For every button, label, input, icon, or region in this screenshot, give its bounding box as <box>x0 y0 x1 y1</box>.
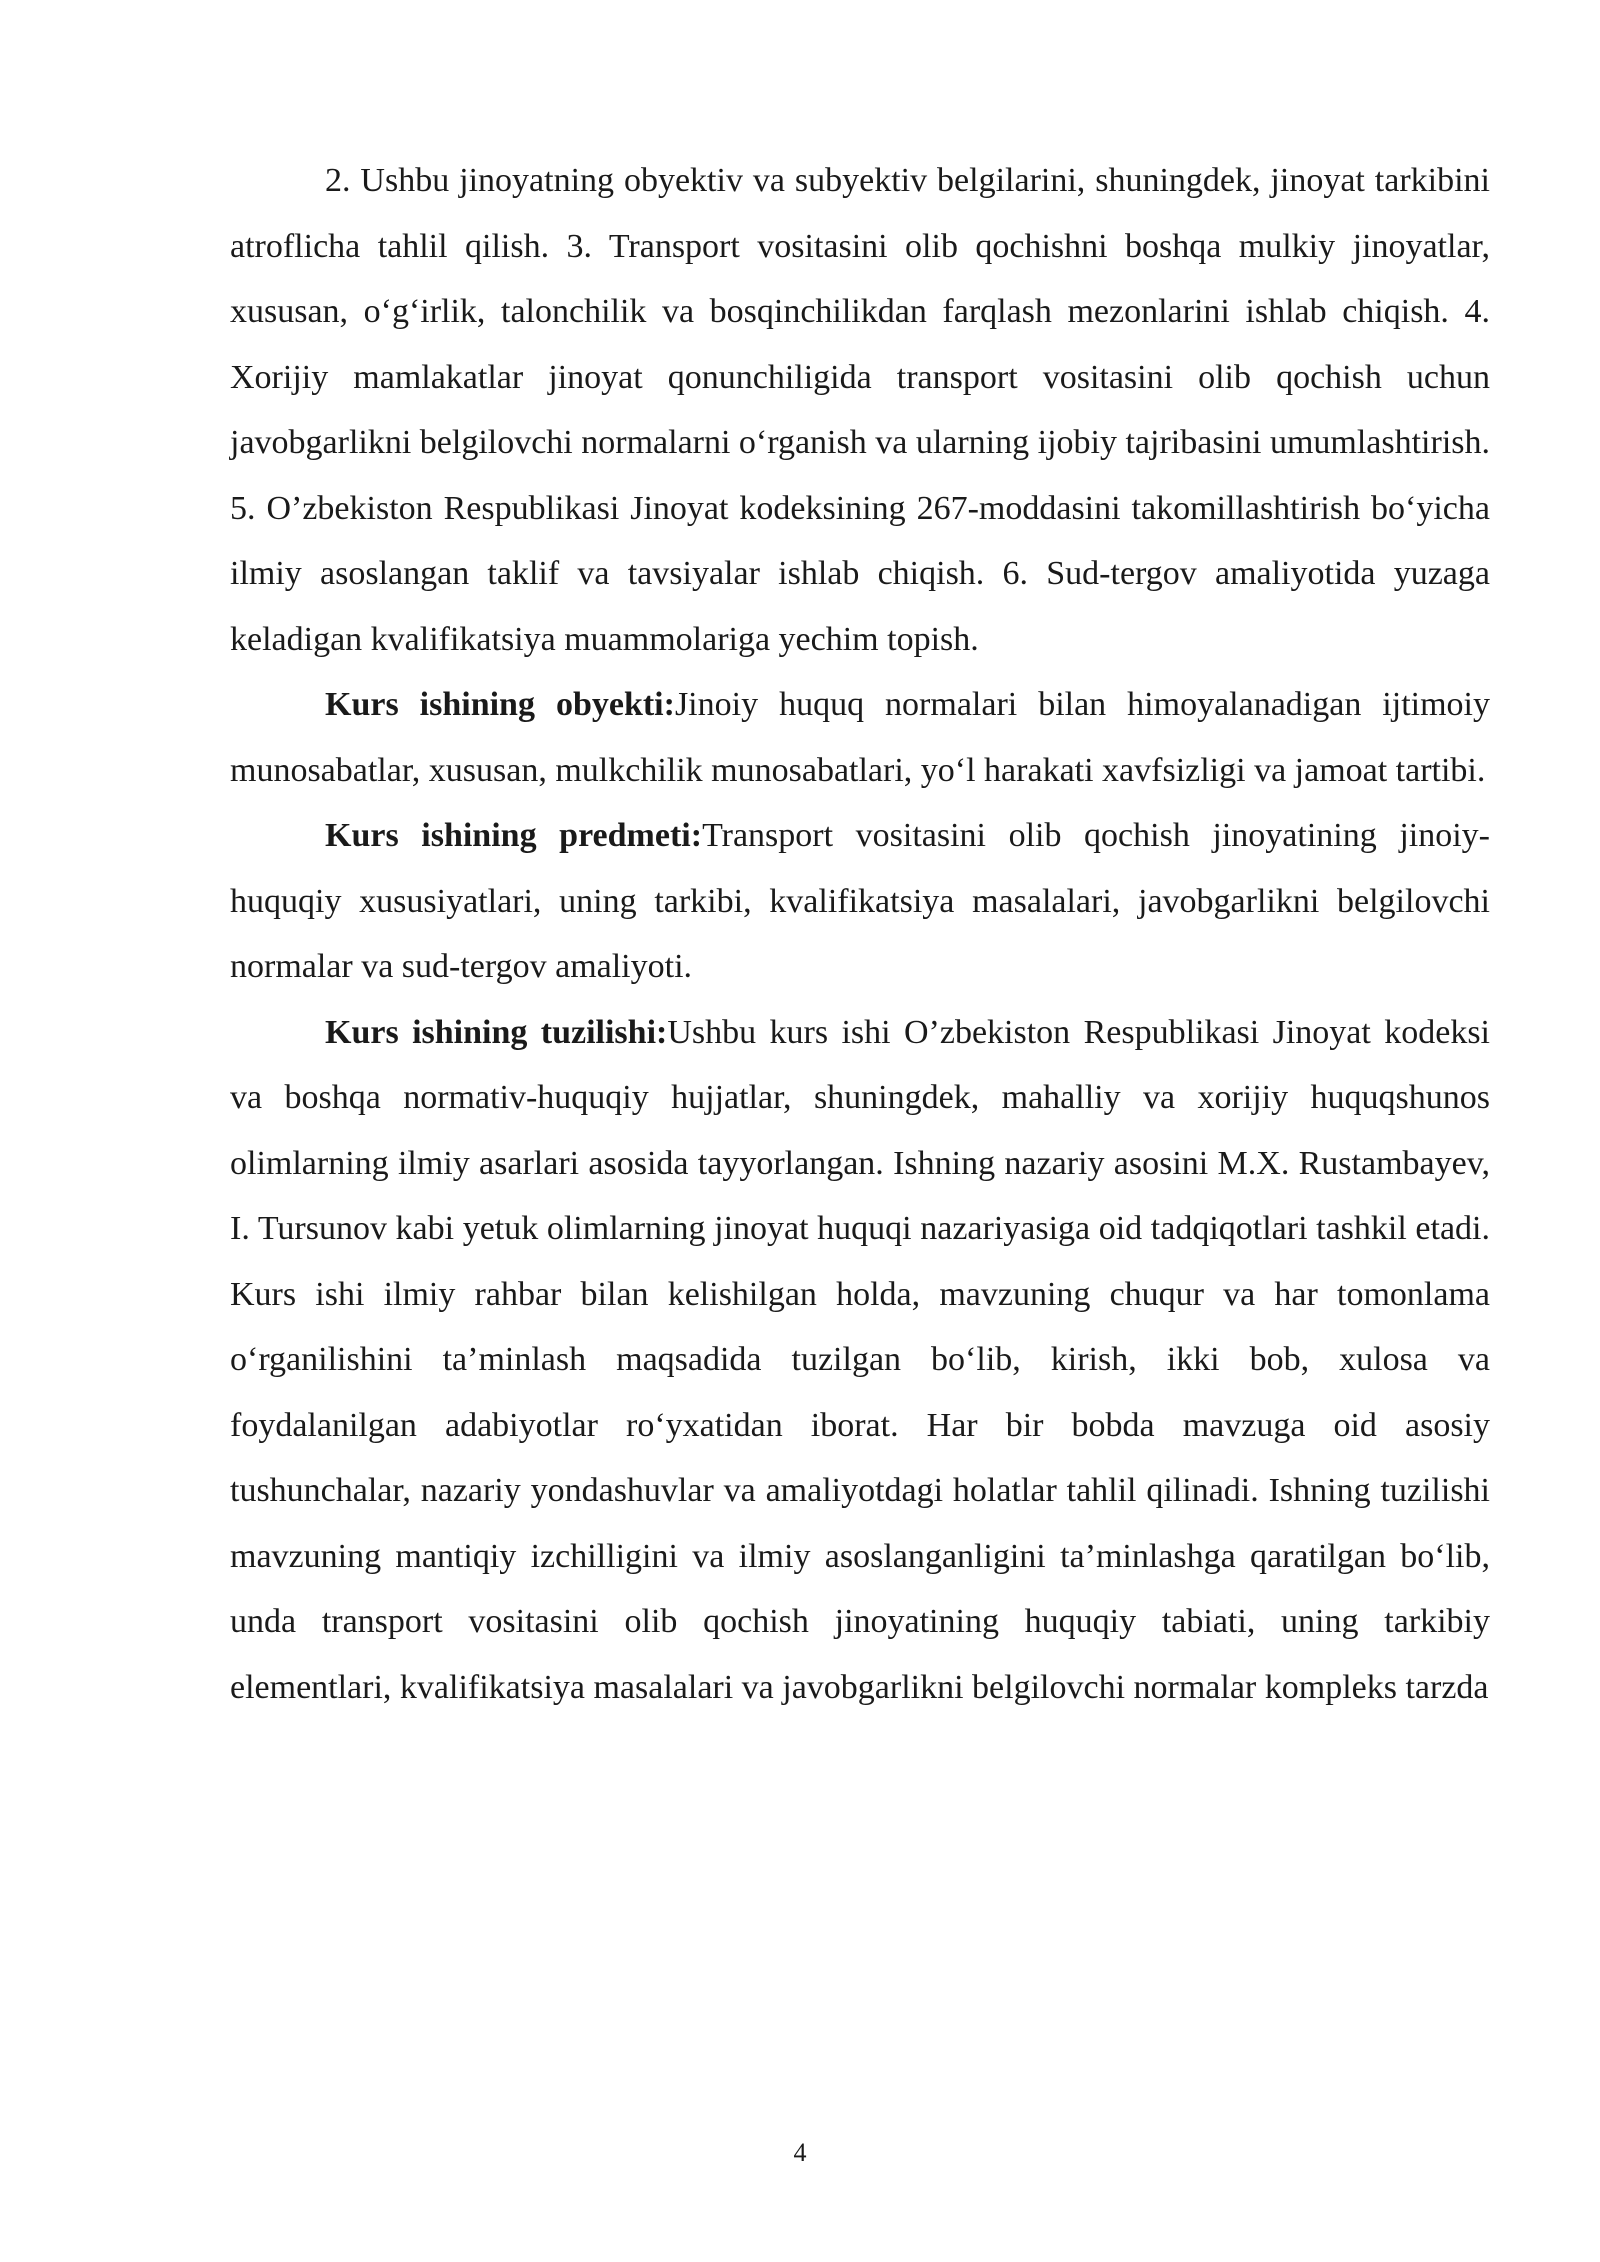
paragraph-subject-text: Transport vositasini olib qochish jinoyatining jinoiy-huquqiy xususiyatlari, uning tarkibi, kvalifikatsiya masalalari, javobgarlikni belgilovchi normalar va sud-tergov amaliyoti. <box>230 817 1490 985</box>
paragraph-object-heading: Kurs ishining obyekti: <box>325 686 675 723</box>
paragraph-object <box>230 672 1490 803</box>
paragraph-structure-heading: Kurs ishining tuzilishi: <box>325 1013 668 1051</box>
page-number: 4 <box>793 2138 807 2167</box>
paragraph-objectives <box>230 148 1490 672</box>
paragraph-subject <box>230 803 1490 1000</box>
paragraph-structure-text: Ushbu kurs ishi O’zbekiston Respublikasi Jinoyat kodeksi va boshqa normativ-huquqiy hujjatlar, shuningdek, mahalliy va xorijiy huquqshunos olimlarning ilmiy asarlari asosida tayyorlangan. Ishning nazariy asosini M.X. Rustambayev, I. Tursunov kabi yetuk olimlarning jinoyat huquqi nazariyasiga oid tadqiqotlari tashkil etadi. Kurs ishi ilmiy rahbar bilan kelishilgan holda, mavzuning chuqur va har tomonlama o‘rganilishini ta’minlash maqsadida tuzilgan bo‘lib, kirish, ikki bob, xulosa va foydalanilgan adabiyotlar ro‘yxatidan iborat. Har bir bobda mavzuga oid asosiy tushunchalar, nazariy yondashuvlar va amaliyotdagi holatlar tahlil qilinadi. Ishning tuzilishi mavzuning mantiqiy izchilligini va ilmiy asoslanganligini ta’minlashga qaratilgan bo‘lib, unda transport vositasini olib qochish jinoyatining huquqiy tabiati, uning tarkibiy elementlari, kvalifikatsiya masalalari va javobgarlikni belgilovchi normalar kompleks tarzda <box>230 1013 1490 1706</box>
paragraph-subject-heading: Kurs ishining predmeti: <box>325 817 703 854</box>
paragraph-objectives-text: 2. Ushbu jinoyatning obyektiv va subyektiv belgilarini, shuningdek, jinoyat tarkibini atroflicha tahlil qilish. 3. Transport vositasini olib qochishni boshqa mulkiy jinoyatlar, xususan, o‘g‘irlik, talonchilik va bosqinchilikdan farqlash mezonlarini ishlab chiqish. 4. Xorijiy mamlakatlar jinoyat qonunchiligida transport vositasini olib qochish uchun javobgarlikni belgilovchi normalarni o‘rganish va ularning ijobiy tajribasini umumlashtirish. 5. O’zbekiston Respublikasi Jinoyat kodeksining 267-moddasini takomillashtirish bo‘yicha ilmiy asoslangan taklif va tavsiyalar ishlab chiqish. 6. Sud-tergov amaliyotida yuzaga keladigan kvalifikatsiya muammolariga yechim topish. <box>230 162 1490 658</box>
paragraph-structure <box>230 1000 1490 1721</box>
paragraph-object-text: Jinoiy huquq normalari bilan himoyalanadigan ijtimoiy munosabatlar, xususan, mulkchilik munosabatlari, yo‘l harakati xavfsizligi va jamoat tartibi. <box>230 686 1490 789</box>
document-page <box>230 148 1490 1720</box>
